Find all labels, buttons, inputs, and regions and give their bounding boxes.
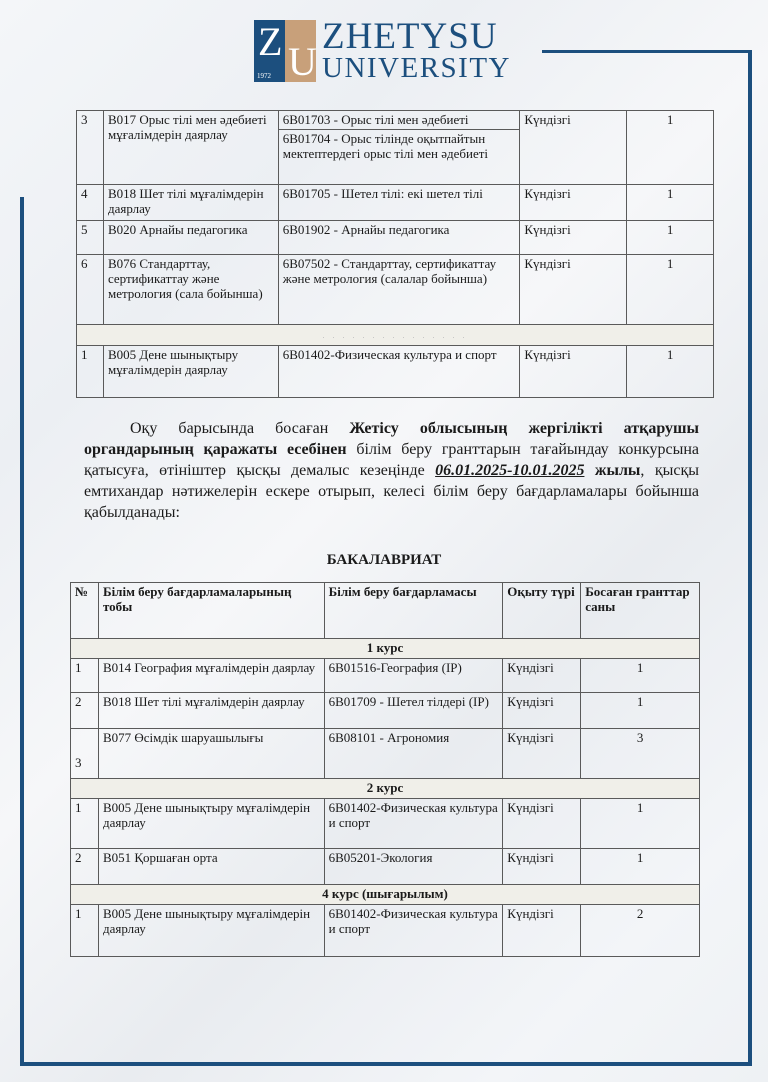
logo-line2: UNIVERSITY <box>322 52 511 84</box>
cell-no: 4 <box>77 185 104 221</box>
header-program: Білім беру бағдарламасы <box>324 583 503 639</box>
cell-program: 6B01902 - Арнайы педагогика <box>278 221 520 255</box>
table-row <box>71 849 700 885</box>
table-row <box>77 346 714 398</box>
cell-form: Күндізгі <box>503 659 581 693</box>
cell-group: B077 Өсімдік шаруашылығы <box>98 729 324 779</box>
cell-program: 6B01705 - Шетел тілі: екі шетел тілі <box>278 185 520 221</box>
cell-form: Күндізгі <box>503 849 581 885</box>
para-text: , қысқы емтихандар нәтижелерін ескере отырып, келесі білім беру бағдарламалары бойынша қабылданады: <box>84 462 699 521</box>
cell-grants: 1 <box>581 799 700 849</box>
cell-no: 1 <box>71 799 99 849</box>
logo-z-letter: Z <box>258 19 283 64</box>
section-heading: БАКАЛАВРИАТ <box>326 552 442 568</box>
cell-grants: 1 <box>581 659 700 693</box>
cell-no: 1 <box>77 346 104 398</box>
hidden-section-dots: . . . . . . . . . . . . . . . <box>322 331 468 340</box>
logo-wordmark <box>322 16 511 84</box>
table-row <box>71 693 700 729</box>
cell-grants: 2 <box>581 905 700 957</box>
table-row <box>71 729 700 779</box>
cell-grants: 1 <box>627 346 714 398</box>
logo-mark <box>254 20 316 82</box>
para-text: білім беру гранттарын тағайындау конкурсына қатысуға, өтініштер қысқы демалыс кезеңінде <box>84 441 700 479</box>
cell-form: Күндізгі <box>520 221 627 255</box>
cell-grants: 1 <box>581 849 700 885</box>
table-row <box>77 111 714 130</box>
cell-group: B018 Шет тілі мұғалімдерін даярлау <box>103 185 278 221</box>
cell-form: Күндізгі <box>520 255 627 325</box>
para-date-range: 06.01.2025-10.01.2025 <box>435 462 585 479</box>
para-text: Оқу барысында босаған <box>130 420 350 437</box>
cell-group: B020 Арнайы педагогика <box>103 221 278 255</box>
table-row <box>71 799 700 849</box>
section-row: 2 курс <box>71 779 700 799</box>
university-logo <box>254 16 511 84</box>
cell-no: 1 <box>71 659 99 693</box>
cell-program: 6B01516-География (IP) <box>324 659 503 693</box>
cell-grants: 1 <box>627 221 714 255</box>
cell-program: 6B01402-Физическая культура и спорт <box>324 799 503 849</box>
cell-program: 6B01402-Физическая культура и спорт <box>324 905 503 957</box>
header-group: Білім беру бағдарламаларының тобы <box>98 583 324 639</box>
logo-u-letter: U <box>288 39 317 84</box>
cell-program: 6B08101 - Агрономия <box>324 729 503 779</box>
table-row <box>77 255 714 325</box>
cell-no: 5 <box>77 221 104 255</box>
para-bold-funding: Жетісу облысының жергілікті атқарушы органдарының қаражаты есебінен <box>84 420 699 458</box>
cell-no: 6 <box>77 255 104 325</box>
cell-no: 3 <box>71 729 99 779</box>
table-row <box>71 905 700 957</box>
cell-form: Күндізгі <box>503 799 581 849</box>
cell-group: B014 География мұғалімдерін даярлау <box>98 659 324 693</box>
bachelor-grants-table <box>70 582 700 957</box>
cell-form: Күндізгі <box>520 346 627 398</box>
logo-z-block <box>254 20 285 82</box>
cell-group: B005 Дене шынықтыру мұғалімдерін даярлау <box>98 905 324 957</box>
cell-group: B076 Стандарттау, сертификаттау және метрология (сала бойынша) <box>103 255 278 325</box>
cell-no: 2 <box>71 693 99 729</box>
table-row <box>77 185 714 221</box>
frame-top-line <box>542 50 752 53</box>
frame-left-line <box>20 197 24 1066</box>
cell-program: 6B01709 - Шетел тілдері (IP) <box>324 693 503 729</box>
cell-program: 6B01703 - Орыс тілі мен әдебиеті <box>278 111 520 130</box>
table-header-row <box>71 583 700 639</box>
cell-form: Күндізгі <box>503 693 581 729</box>
section-row: 4 курс (шығарылым) <box>71 885 700 905</box>
logo-line1: ZHETYSU <box>322 16 498 57</box>
cell-program: 6B01704 - Орыс тілінде оқытпайтын мектептердегі орыс тілі мен әдебиеті <box>278 130 520 185</box>
header-no: № <box>71 583 99 639</box>
cell-group: B005 Дене шынықтыру мұғалімдерін даярлау <box>103 346 278 398</box>
cell-form: Күндізгі <box>503 729 581 779</box>
table-row <box>77 221 714 255</box>
cell-grants: 1 <box>581 693 700 729</box>
cell-group: B017 Орыс тілі мен әдебиеті мұғалімдерін даярлау <box>103 111 278 185</box>
cell-no: 1 <box>71 905 99 957</box>
para-bold-year: жылы <box>584 462 641 479</box>
cell-grants: 3 <box>581 729 700 779</box>
cell-form: Күндізгі <box>503 905 581 957</box>
header-grants: Босаған гранттар саны <box>581 583 700 639</box>
grants-table-continued <box>76 110 714 398</box>
cell-group: B018 Шет тілі мұғалімдерін даярлау <box>98 693 324 729</box>
cell-grants: 1 <box>627 185 714 221</box>
header-form: Оқыту түрі <box>503 583 581 639</box>
logo-year: 1972 <box>257 72 271 80</box>
cell-group: B051 Қоршаған орта <box>98 849 324 885</box>
cell-no: 3 <box>77 111 104 185</box>
announcement-paragraph <box>84 418 699 523</box>
cell-group: B005 Дене шынықтыру мұғалімдерін даярлау <box>98 799 324 849</box>
cell-grants: 1 <box>627 255 714 325</box>
cell-program: 6B01402-Физическая культура и спорт <box>278 346 520 398</box>
table-row <box>71 659 700 693</box>
logo-u-block <box>285 20 316 82</box>
cell-program: 6B07502 - Стандарттау, сертификаттау және метрология (салалар бойынша) <box>278 255 520 325</box>
cell-no: 2 <box>71 849 99 885</box>
cell-grants: 1 <box>627 111 714 185</box>
cell-program: 6B05201-Экология <box>324 849 503 885</box>
section-row: 1 курс <box>71 639 700 659</box>
cell-form: Күндізгі <box>520 111 627 185</box>
frame-bottom-line <box>20 1062 752 1066</box>
cell-form: Күндізгі <box>520 185 627 221</box>
section-row-hidden <box>77 325 714 346</box>
